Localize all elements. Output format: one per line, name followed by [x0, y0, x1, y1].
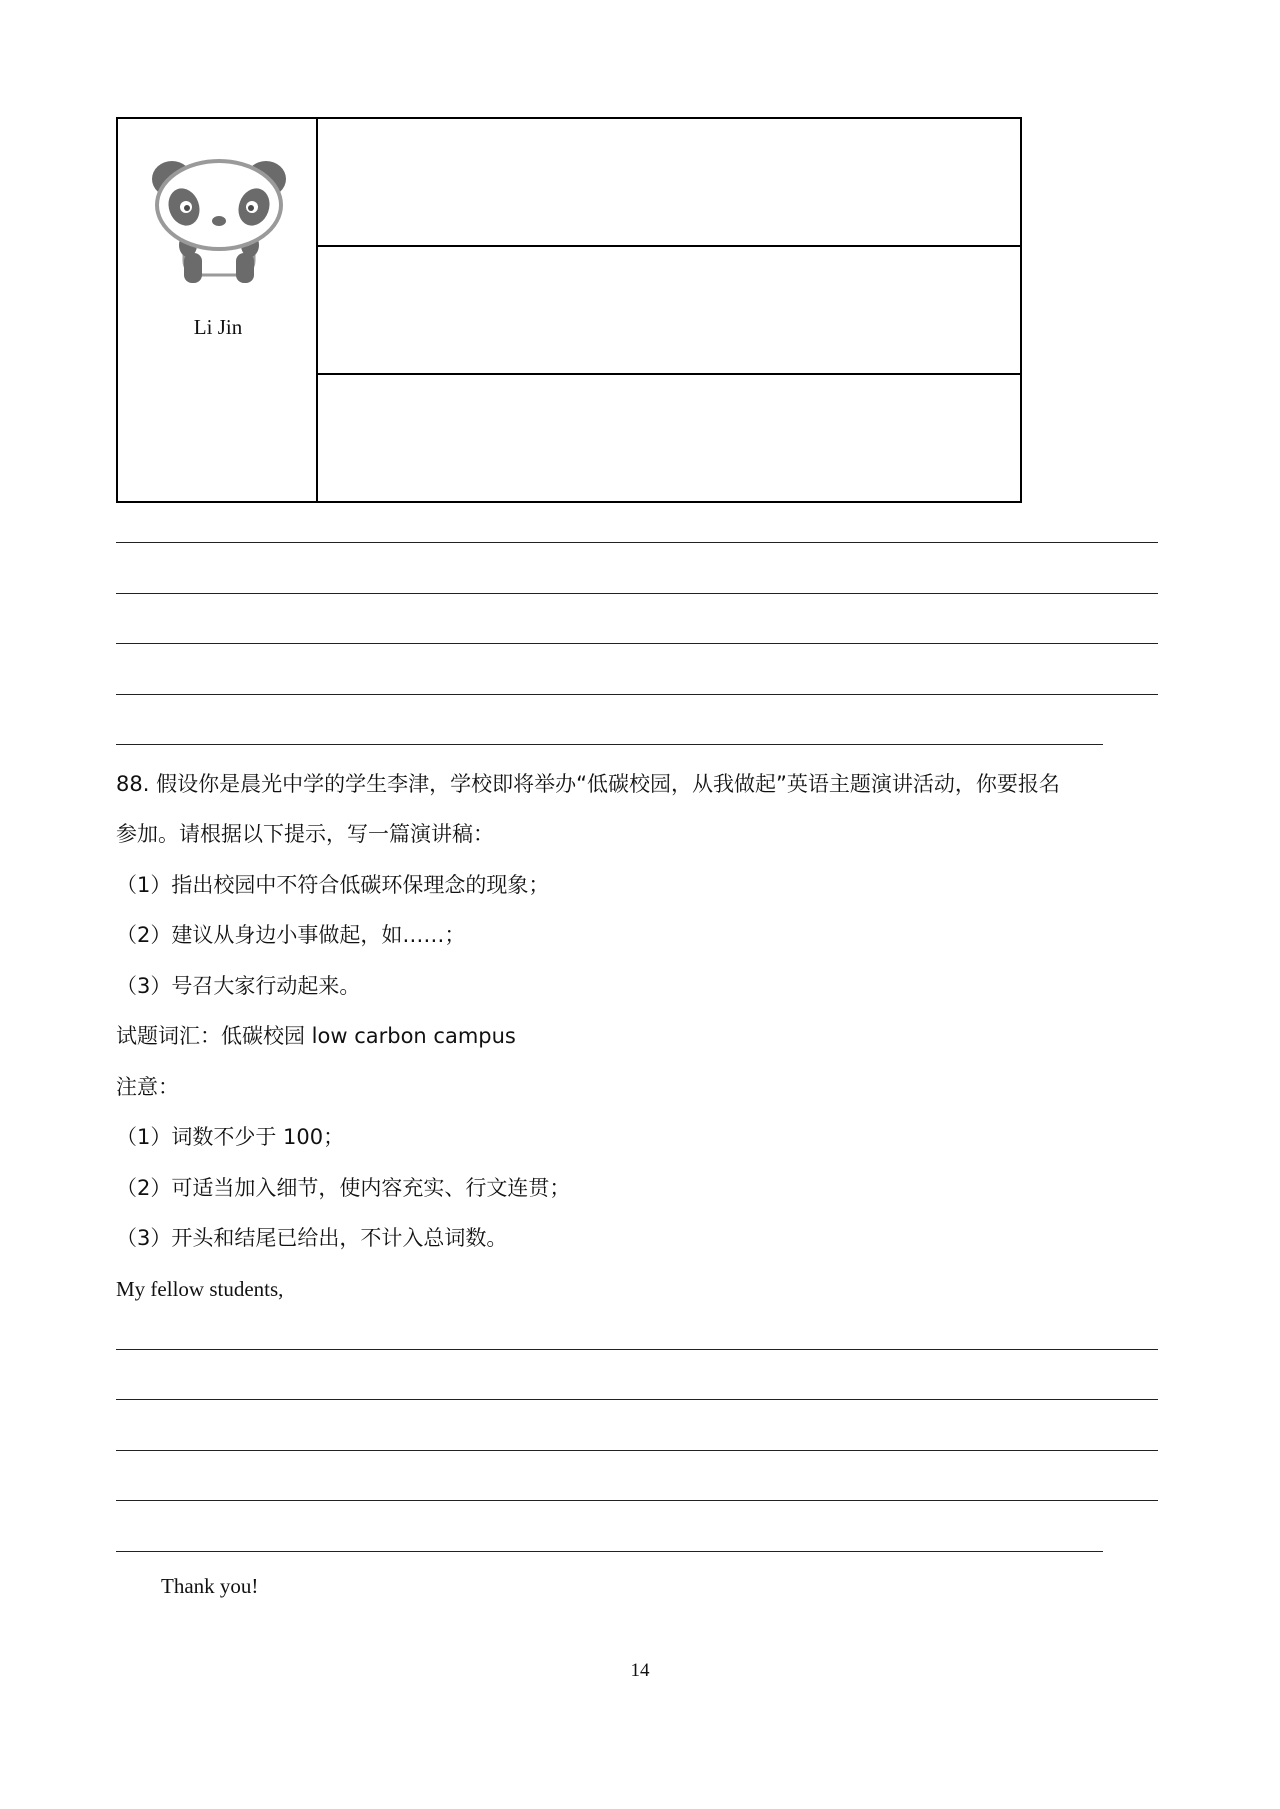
answer-line[interactable] [116, 643, 1158, 644]
profile-answer-row[interactable] [318, 247, 1020, 375]
answer-line[interactable] [116, 1551, 1103, 1552]
answer-line[interactable] [116, 694, 1158, 695]
profile-name: Li Jin [193, 315, 243, 339]
answer-line[interactable] [116, 1450, 1158, 1451]
vocab-hint: 试题词汇：低碳校园 low carbon campus [116, 1024, 516, 1048]
profile-answer-row[interactable] [318, 119, 1020, 247]
answer-line[interactable] [116, 1349, 1158, 1350]
note-item: （3）开头和结尾已给出，不计入总词数。 [116, 1226, 508, 1250]
profile-answer-row[interactable] [318, 375, 1020, 503]
profile-table [116, 117, 1022, 503]
question-88-line1: 88. 假设你是晨光中学的学生李津，学校即将举办“低碳校园，从我做起”英语主题演讲活动，你要报名 [116, 772, 1060, 796]
answer-line[interactable] [116, 593, 1158, 594]
notes-label: 注意： [116, 1075, 179, 1099]
prompt-item: （1）指出校园中不符合低碳环保理念的现象； [116, 873, 550, 897]
prompt-item: （2）建议从身边小事做起，如……； [116, 923, 466, 947]
salutation: My fellow students, [116, 1277, 284, 1301]
question-88-line2: 参加。请根据以下提示，写一篇演讲稿： [116, 822, 494, 846]
page-number: 14 [630, 1660, 650, 1681]
answer-line[interactable] [116, 744, 1103, 745]
prompt-item: （3）号召大家行动起来。 [116, 974, 361, 998]
note-item: （2）可适当加入细节，使内容充实、行文连贯； [116, 1176, 571, 1200]
answer-line[interactable] [116, 1399, 1158, 1400]
panda-icon [144, 149, 294, 289]
answer-line[interactable] [116, 542, 1158, 543]
answer-line[interactable] [116, 1500, 1158, 1501]
closing-text: Thank you! [161, 1574, 259, 1598]
profile-cell [118, 119, 318, 501]
note-item: （1）词数不少于 100； [116, 1125, 345, 1149]
